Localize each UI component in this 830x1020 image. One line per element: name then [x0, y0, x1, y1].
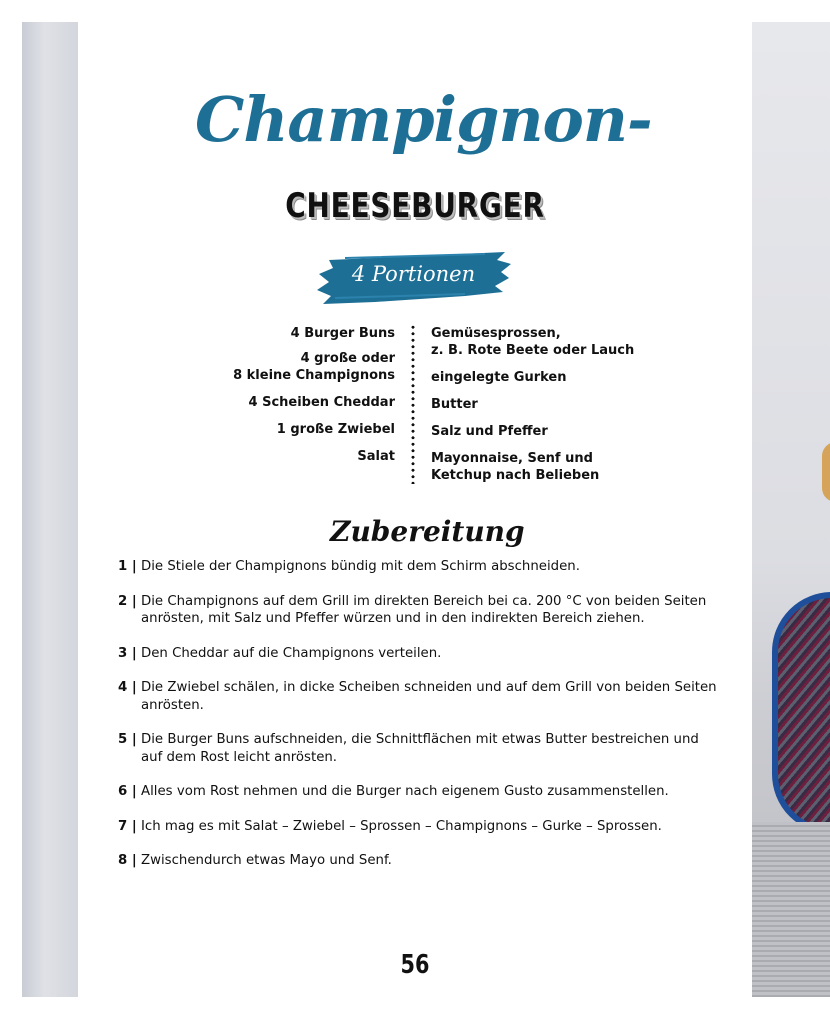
- page-number: 56: [400, 950, 430, 980]
- step-3: [118, 645, 718, 663]
- step-5: [118, 731, 718, 766]
- step-number: 4 |: [118, 680, 137, 695]
- ingredient-divider: [411, 324, 415, 484]
- step-text: Ich mag es mit Salat – Zwiebel – Sprossen – Champignons – Gurke – Sprossen.: [141, 818, 662, 834]
- step-number: 3 |: [118, 645, 137, 661]
- step-number: 1 |: [118, 559, 137, 574]
- ingredient-right-2: eingelegte Gurken: [431, 370, 567, 385]
- step-text: Die Stiele der Champignons bündig mit dem Schirm abschneiden.: [141, 559, 580, 574]
- right-photo-edge: [752, 22, 830, 997]
- step-text: Den Cheddar auf die Champignons verteilen.: [141, 645, 442, 661]
- preparation-steps: [118, 558, 718, 887]
- step-8: [118, 852, 718, 870]
- portions-label: 4 Portionen: [351, 262, 476, 286]
- step-1: [118, 558, 718, 576]
- step-7: [118, 818, 718, 836]
- burger-bun-image: [822, 442, 830, 502]
- ingredients-left-column: [180, 325, 395, 475]
- step-text: Die Burger Buns aufschneiden, die Schnittflächen mit etwas Butter bestreichen und auf dem Rost leicht anrösten.: [141, 732, 699, 765]
- ingredient-right-4: Salz und Pfeffer: [431, 424, 548, 439]
- step-number: 5 |: [118, 732, 137, 747]
- ingredient-left-5: Salat: [357, 449, 395, 464]
- recipe-title-script: Champignon-: [195, 83, 652, 156]
- step-text: Alles vom Rost nehmen und die Burger nach eigenem Gusto zusammenstellen.: [141, 784, 669, 799]
- ingredient-right-3: Butter: [431, 397, 478, 412]
- step-number: 2 |: [118, 593, 137, 609]
- step-number: 7 |: [118, 818, 137, 834]
- step-number: 6 |: [118, 784, 137, 799]
- ingredient-left-3: 4 Scheiben Cheddar: [248, 395, 395, 410]
- step-4: [118, 679, 718, 714]
- preparation-heading: Zubereitung: [330, 515, 525, 548]
- step-number: 8 |: [118, 853, 137, 868]
- step-text: Die Zwiebel schälen, in dicke Scheiben schneiden und auf dem Grill von beiden Seiten anrösten.: [141, 680, 717, 713]
- bowl-image: [772, 592, 830, 834]
- step-text: Die Champignons auf dem Grill im direkten Bereich bei ca. 200 °C von beiden Seiten anrösten, mit Salz und Pfeffer würzen und in den indirekten Bereich ziehen.: [141, 593, 707, 626]
- cloth-image: [752, 822, 830, 997]
- recipe-title-block: CHEESEBURGER: [285, 186, 545, 226]
- ingredient-right-1: Gemüsesprossen, z. B. Rote Beete oder Lauch: [431, 326, 635, 358]
- ingredient-left-2: 4 große oder 8 kleine Champignons: [233, 351, 395, 383]
- ingredients-right-column: [431, 325, 731, 494]
- ingredient-left-1: 4 Burger Buns: [290, 326, 395, 341]
- step-6: [118, 783, 718, 801]
- left-photo-edge: [22, 22, 78, 997]
- ingredient-right-5: Mayonnaise, Senf und Ketchup nach Belieben: [431, 451, 600, 483]
- step-text: Zwischendurch etwas Mayo und Senf.: [141, 853, 392, 868]
- step-2: [118, 593, 718, 628]
- ingredient-left-4: 1 große Zwiebel: [276, 422, 395, 437]
